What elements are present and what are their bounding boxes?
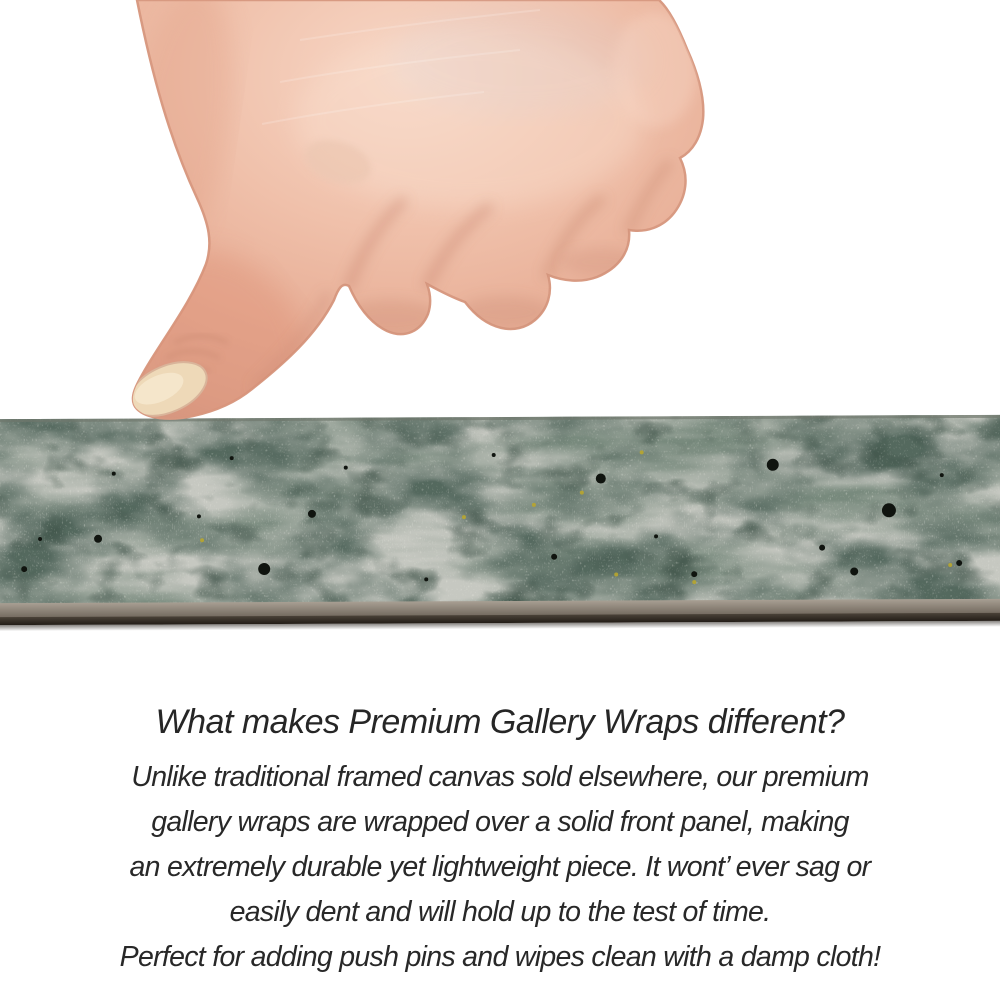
canvas-texture	[0, 415, 1000, 631]
hand-vein-tint	[390, 5, 650, 115]
index-fingernail	[299, 132, 376, 191]
info-body-line-1: Unlike traditional framed canvas sold elsewhere, our premium	[131, 761, 869, 793]
info-body-line-5: Perfect for adding push pins and wipes clean with a damp cloth!	[119, 941, 881, 973]
info-text-block	[0, 700, 1000, 980]
info-body-line-3: an extremely durable yet lightweight piece. It wont’ ever sag or	[129, 851, 871, 883]
finger-under-shadows	[340, 248, 638, 336]
hand-silhouette	[133, 0, 703, 419]
thumb-wrinkles	[163, 336, 226, 371]
thumbnail	[121, 351, 215, 426]
pinky-knuckle-highlight	[613, 12, 697, 128]
info-body	[0, 755, 1000, 980]
skin-streaks	[262, 10, 540, 124]
info-body-line-2: gallery wraps are wrapped over a solid front panel, making	[151, 806, 849, 838]
finger-creases	[256, 164, 668, 386]
info-heading: What makes Premium Gallery Wraps different?	[155, 703, 845, 741]
canvas-strip-photo	[0, 415, 1000, 631]
info-body-line-4: easily dent and will hold up to the test of time.	[229, 896, 771, 928]
canvas-weave-dark	[0, 415, 1000, 605]
palm-left-shade	[116, 0, 249, 260]
hand-back-highlight	[295, 32, 645, 208]
